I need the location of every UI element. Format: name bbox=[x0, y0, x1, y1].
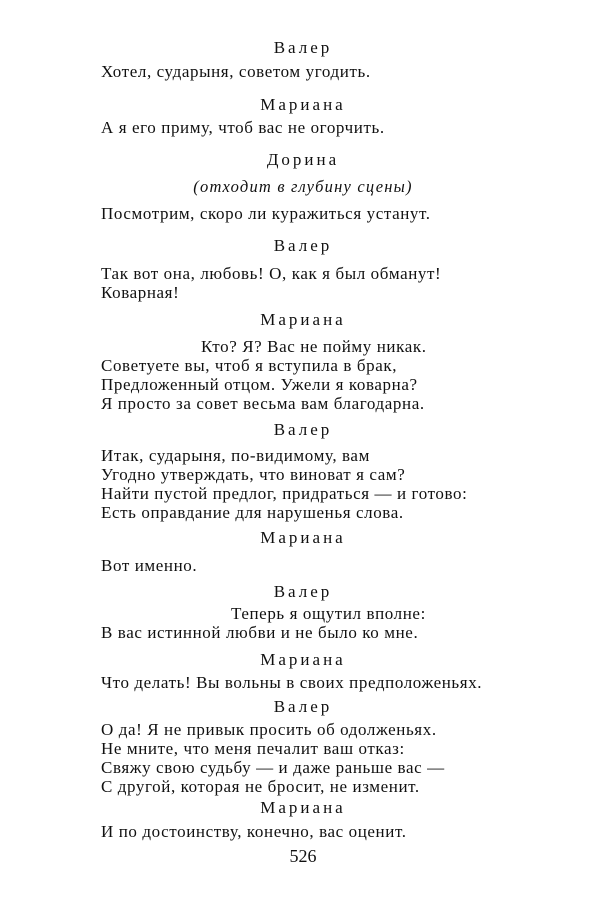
verse-line: Предложенный отцом. Ужели я коварна? bbox=[101, 375, 418, 394]
verse-line: Коварная! bbox=[101, 283, 180, 302]
speaker-name: Валер bbox=[273, 420, 333, 439]
verse-line: Посмотрим, скоро ли куражиться устанут. bbox=[101, 204, 431, 223]
speaker-name: Мариана bbox=[260, 528, 346, 547]
verse-line: Свяжу свою судьбу — и даже раньше вас — bbox=[101, 758, 445, 777]
verse-line: Я просто за совет весьма вам благодарна. bbox=[101, 394, 425, 413]
verse-line: Теперь я ощутил вполне: bbox=[231, 604, 426, 623]
verse-line: С другой, которая не бросит, не изменит. bbox=[101, 777, 420, 796]
verse-line: В вас истинной любви и не было ко мне. bbox=[101, 623, 419, 642]
verse-line: Не мните, что меня печалит ваш отказ: bbox=[101, 739, 405, 758]
speaker-name: Валер bbox=[273, 697, 333, 716]
verse-line: Что делать! Вы вольны в своих предположеньях. bbox=[101, 673, 483, 692]
verse-line: Итак, сударыня, по-видимому, вам bbox=[101, 446, 370, 465]
verse-line: Советуете вы, чтоб я вступила в брак, bbox=[101, 356, 398, 375]
verse-line: О да! Я не привык просить об одолженьях. bbox=[101, 720, 437, 739]
speaker-name: Дорина bbox=[266, 150, 340, 169]
verse-line: Угодно утверждать, что виноват я сам? bbox=[101, 465, 406, 484]
verse-line: Хотел, сударыня, советом угодить. bbox=[101, 62, 371, 81]
page-number: 526 bbox=[289, 846, 317, 866]
speaker-name: Мариана bbox=[260, 95, 346, 114]
verse-line: И по достоинству, конечно, вас оценит. bbox=[101, 822, 407, 841]
verse-line: Кто? Я? Вас не пойму никак. bbox=[201, 337, 427, 356]
speaker-name: Мариана bbox=[260, 650, 346, 669]
speaker-name: Валер bbox=[273, 236, 333, 255]
verse-line: Есть оправдание для нарушенья слова. bbox=[101, 503, 404, 522]
verse-line: А я его приму, чтоб вас не огорчить. bbox=[101, 118, 385, 137]
speaker-name: Валер bbox=[273, 38, 333, 57]
stage-direction: (отходит в глубину сцены) bbox=[193, 177, 413, 196]
verse-line: Найти пустой предлог, придраться — и готово: bbox=[101, 484, 468, 503]
verse-line: Вот именно. bbox=[101, 556, 198, 575]
speaker-name: Валер bbox=[273, 582, 333, 601]
speaker-name: Мариана bbox=[260, 310, 346, 329]
verse-line: Так вот она, любовь! О, как я был обманут! bbox=[101, 264, 442, 283]
speaker-name: Мариана bbox=[260, 798, 346, 817]
